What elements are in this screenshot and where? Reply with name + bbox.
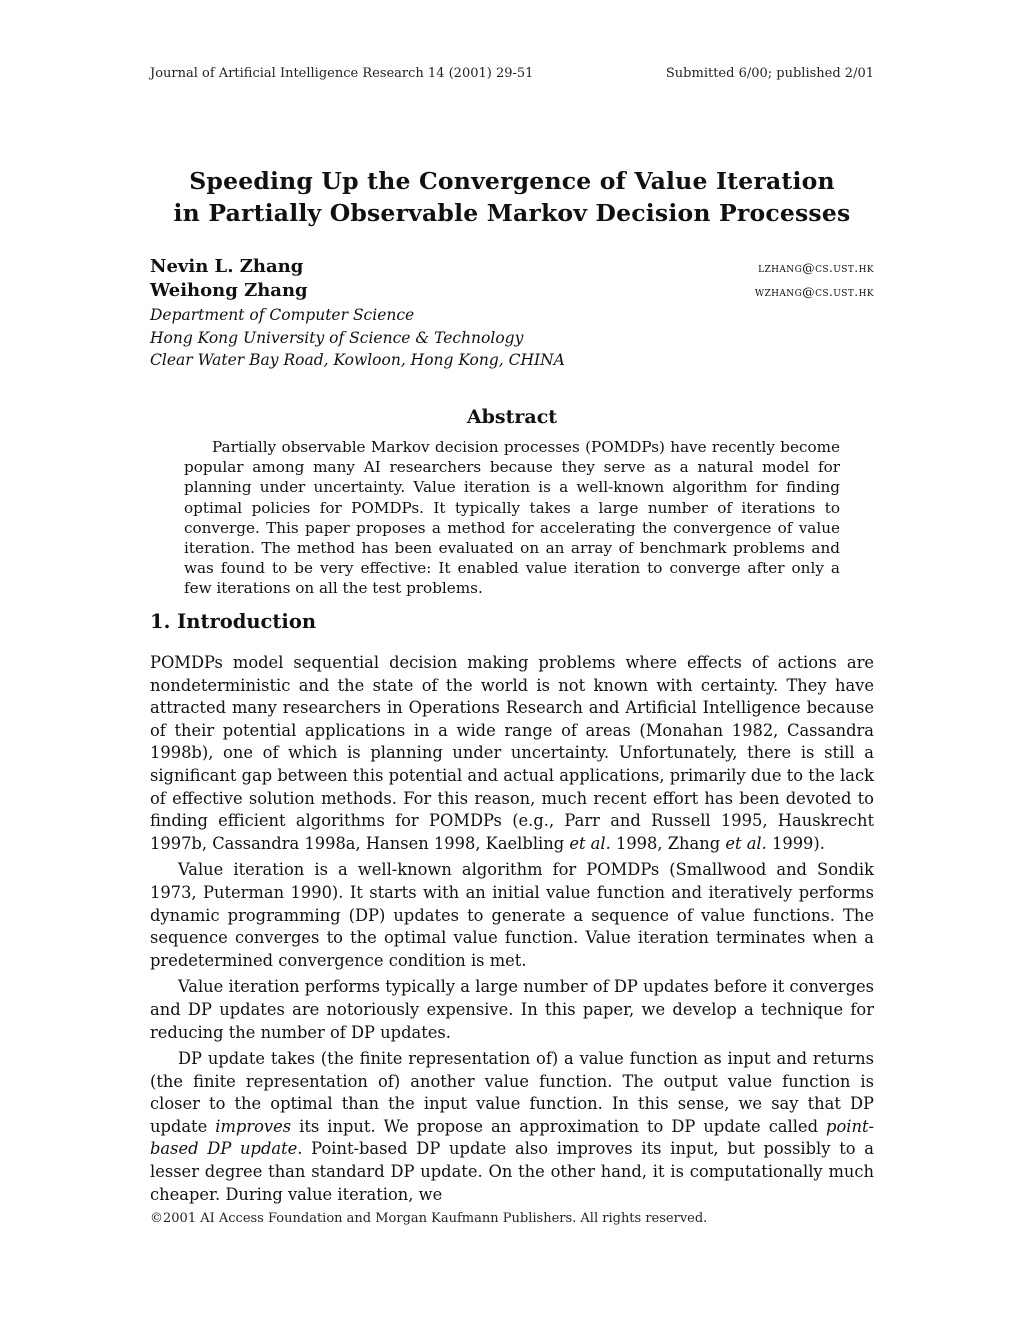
paragraph-4: [150, 1048, 874, 1206]
title-line-2: in Partially Observable Markov Decision Processes: [173, 199, 851, 227]
affiliation-dept: Department of Computer Science: [150, 306, 415, 324]
abstract-heading: Abstract: [466, 406, 558, 428]
affiliation-address: Clear Water Bay Road, Kowloon, Hong Kong, CHINA: [150, 351, 565, 369]
paragraph-4-text-b: its input. We propose an approximation to DP update called: [291, 1116, 827, 1136]
paragraph-1-text: POMDPs model sequential decision making problems where effects of actions are nondeterministic and the state of the world is not known with certainty. They have attracted many researchers in Operations Research and Artificial Intelligence because of their potential applications in a wide range of areas (Monahan 1982, Cassandra 1998b), one of which is planning under uncertainty. Unfortunately, there is still a significant gap between this potential and actual applications, primarily due to the lack of effective solution methods. For this reason, much recent effort has been devoted to finding efficient algorithms for POMDPs (e.g., Parr and Russell 1995, Hauskrecht 1997b, Cassandra 1998a, Hansen 1998, Kaelbling: [150, 653, 874, 853]
author-block: [150, 256, 874, 372]
paragraph-1-text-c: 1999).: [766, 833, 825, 853]
emphasis-improves: improves: [215, 1116, 292, 1136]
copyright-footer: ©2001 AI Access Foundation and Morgan Kaufmann Publishers. All rights reserved.: [150, 1211, 708, 1226]
running-head: [150, 66, 874, 81]
author-email: wzhang@cs.ust.hk: [754, 284, 874, 299]
et-al-1: et al.: [569, 833, 611, 853]
paragraph-4-text: DP update takes (the finite representation of) a value function as input and returns (the finite representation of) another value function. The output value function is closer to the optimal than the input value function. In this sense, we say that DP update: [150, 1049, 874, 1136]
affiliation-university: Hong Kong University of Science & Technology: [150, 328, 524, 347]
paper-page: [150, 0, 874, 1325]
paragraph-1-text-b: 1998, Zhang: [610, 833, 726, 853]
paragraph-2: Value iteration is a well-known algorithm for POMDPs (Smallwood and Sondik 1973, Puterman 1990). It starts with an initial value function and iteratively performs dynamic programming (DP) updates to generate a sequence of value functions. The sequence converges to the optimal value function. Value iteration terminates when a predetermined convergence condition is met.: [150, 860, 874, 970]
submission-dates: Submitted 6/00; published 2/01: [665, 66, 874, 81]
et-al-2: et al.: [725, 833, 767, 853]
paragraph-3: Value iteration performs typically a large number of DP updates before it converges and DP updates are notoriously expensive. In this paper, we develop a technique for reducing the number of DP updates.: [150, 977, 874, 1042]
title-line-1: Speeding Up the Convergence of Value Iteration: [189, 167, 835, 195]
paragraph-1: [150, 652, 874, 855]
emphasis-point-based: point-based DP update: [150, 1116, 874, 1159]
journal-citation: Journal of Artificial Intelligence Research 14 (2001) 29-51: [150, 66, 534, 81]
paragraph-4-text-c: . Point-based DP update also improves its input, but possibly to a lesser degree than standard DP update. On the other hand, it is computationally much cheaper. During value iteration, we: [150, 1139, 874, 1204]
abstract-text: Partially observable Markov decision processes (POMDPs) have recently become popular among many AI researchers because they serve as a natural model for planning under uncertainty. Value iteration is a well-known algorithm for finding optimal policies for POMDPs. It typically takes a large number of iterations to converge. This paper proposes a method for accelerating the convergence of value iteration. The method has been evaluated on an array of benchmark problems and was found to be very effective: It enabled value iteration to converge after only a few iterations on all the test problems.: [184, 438, 840, 598]
author-email: lzhang@cs.ust.hk: [758, 260, 874, 275]
section-body: [150, 652, 874, 1210]
section-heading: 1. Introduction: [150, 610, 317, 633]
author-row: [150, 280, 874, 304]
paper-title: [150, 165, 874, 229]
author-name: Weihong Zhang: [150, 280, 308, 301]
author-name: Nevin L. Zhang: [150, 256, 304, 277]
author-row: [150, 256, 874, 280]
